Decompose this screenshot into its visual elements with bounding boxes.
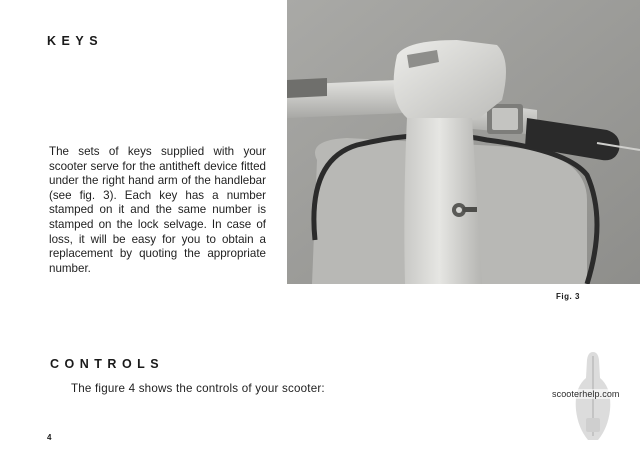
handlebar-photo xyxy=(287,0,640,284)
keys-heading: KEYS xyxy=(47,34,104,48)
keys-paragraph: The sets of keys supplied with your scooter serve for the antitheft device fitted under the right hand arm of the handlebar (see fig. 3). Each key has a number stamped on it and the same number is stamped on the lock selvage. In case of loss, it will be easy for you to obtain a replacement by quoting the appropriate number. xyxy=(49,145,266,275)
controls-paragraph: The figure 4 shows the controls of your scooter: xyxy=(71,382,325,395)
controls-heading: CONTROLS xyxy=(50,357,165,371)
handlebar-illustration xyxy=(287,0,640,284)
figure-caption: Fig. 3 xyxy=(556,292,580,301)
page-number: 4 xyxy=(47,433,52,442)
watermark-text: scooterhelp.com xyxy=(552,389,620,399)
